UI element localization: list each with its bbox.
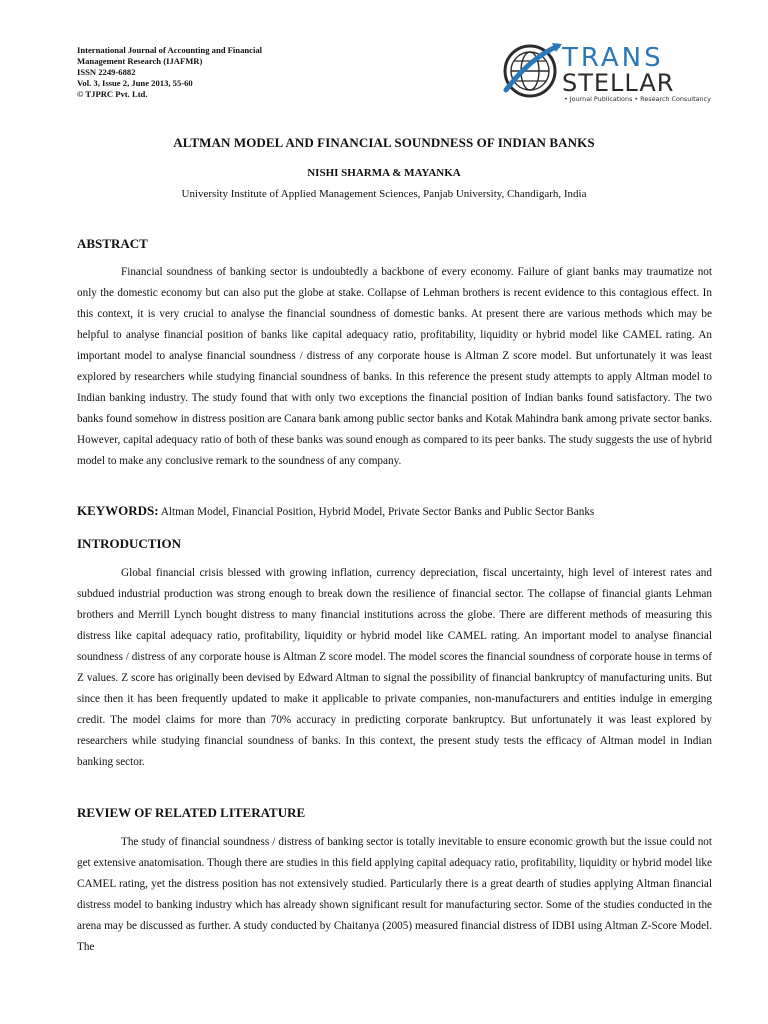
- globe-icon: [505, 43, 562, 96]
- keywords: [77, 503, 717, 519]
- paper-title: ALTMAN MODEL AND FINANCIAL SOUNDNESS OF INDIAN BANKS: [173, 135, 595, 150]
- keywords-text: Altman Model, Financial Position, Hybrid Model, Private Sector Banks and Public Sector Banks: [160, 506, 595, 518]
- journal-issn: ISSN 2249-6882: [77, 67, 136, 77]
- review-heading: REVIEW OF RELATED LITERATURE: [77, 805, 306, 820]
- logo-word-stellar: STELLAR: [562, 69, 675, 97]
- journal-name-line1: International Journal of Accounting and Financial: [77, 45, 263, 55]
- journal-name-line2: Management Research (IJAFMR): [77, 56, 203, 66]
- paper-authors: NISHI SHARMA & MAYANKA: [307, 167, 461, 179]
- introduction-heading: INTRODUCTION: [77, 536, 182, 551]
- abstract-heading: ABSTRACT: [77, 236, 148, 251]
- transstellar-logo: [500, 40, 720, 106]
- introduction-text: Global financial crisis blessed with growing inflation, currency depreciation, fiscal uncertainty, high level of interest rates and subdued industrial production was strong enough to break down the resilience of financial sector. The collapse of financial giants Lehman brothers and Merrill Lynch bought distress to many financial institutions across the globe. There are different methods of measuring this distress like capital adequacy ratio, profitability, liquidity or hybrid model like CAMEL rating. An important model to analyse financial soundness / distress of any corporate house is Altman Z score model. The model scores the financial soundness of corporate house in terms of Z values. Z score has originally been devised by Edward Altman to signal the possibility of financial bankruptcy of manufacturing units. But since then it has been frequently updated to make it applicable to private companies, non-manufacturers and entities indulge in emerging credit. The model claims for more than 70% accuracy in predicting corporate bankruptcy. But unfortunately it was least explored by researchers while studying financial soundness of banks. In this context, the present study tests the efficacy of Altman model in Indian banking sector.: [77, 567, 712, 768]
- logo-word-trans: TRANS: [562, 43, 664, 73]
- keywords-label: KEYWORDS:: [77, 503, 159, 518]
- journal-info: [77, 45, 377, 100]
- abstract-text: Financial soundness of banking sector is undoubtedly a backbone of every economy. Failure of giant banks may traumatize not only the domestic economy but can also put the globe at stake. Collapse of Lehman brothers is recent evidence to this contagious effect. In this context, it is very crucial to analyse the financial soundness of domestic banks. At present there are various methods which may be helpful to analyse financial position of banks like capital adequacy ratio, profitability, liquidity or hybrid model like CAMEL rating. An important model to analyse financial soundness / distress of any corporate house is Altman Z score model. But unfortunately it was least explored by researchers while studying financial soundness of banks. In this reference the present study attempts to apply Altman model to Indian banking industry. The study found that with only two exceptions the financial position of Indian banks found satisfactory. The two banks found somehow in distress position are Canara bank among public sector banks and Kotak Mahindra bank among private sector banks. However, capital adequacy ratio of both of these banks was sound enough as compared to its peer banks. The study suggests the use of hybrid model to make any conclusive remark to the soundness of any company.: [77, 266, 713, 467]
- author-affiliation: University Institute of Applied Management Sciences, Panjab University, Chandigarh, India: [181, 188, 587, 200]
- review-text: The study of financial soundness / distress of banking sector is totally inevitable to ensure economic growth but the issue could not get extensive anatomisation. Though there are studies in this field applying capital adequacy ratio, profitability, liquidity or hybrid model like CAMEL rating, yet the distress position has not extensively studied. Particularly there is a great dearth of studies applying Altman financial distress model to banking industry which has already shown significant result for manufacturing sector. Some of the studies conducted in the arena may be discussed as further. A study conducted by Chaitanya (2005) measured financial distress of IDBI using Altman Z-Score Model. The: [77, 836, 712, 953]
- journal-copyright: © TJPRC Pvt. Ltd.: [77, 89, 148, 99]
- logo-tagline: • Journal Publications • Research Consultancy: [564, 95, 711, 103]
- journal-volume: Vol. 3, Issue 2, June 2013, 55-60: [77, 78, 193, 88]
